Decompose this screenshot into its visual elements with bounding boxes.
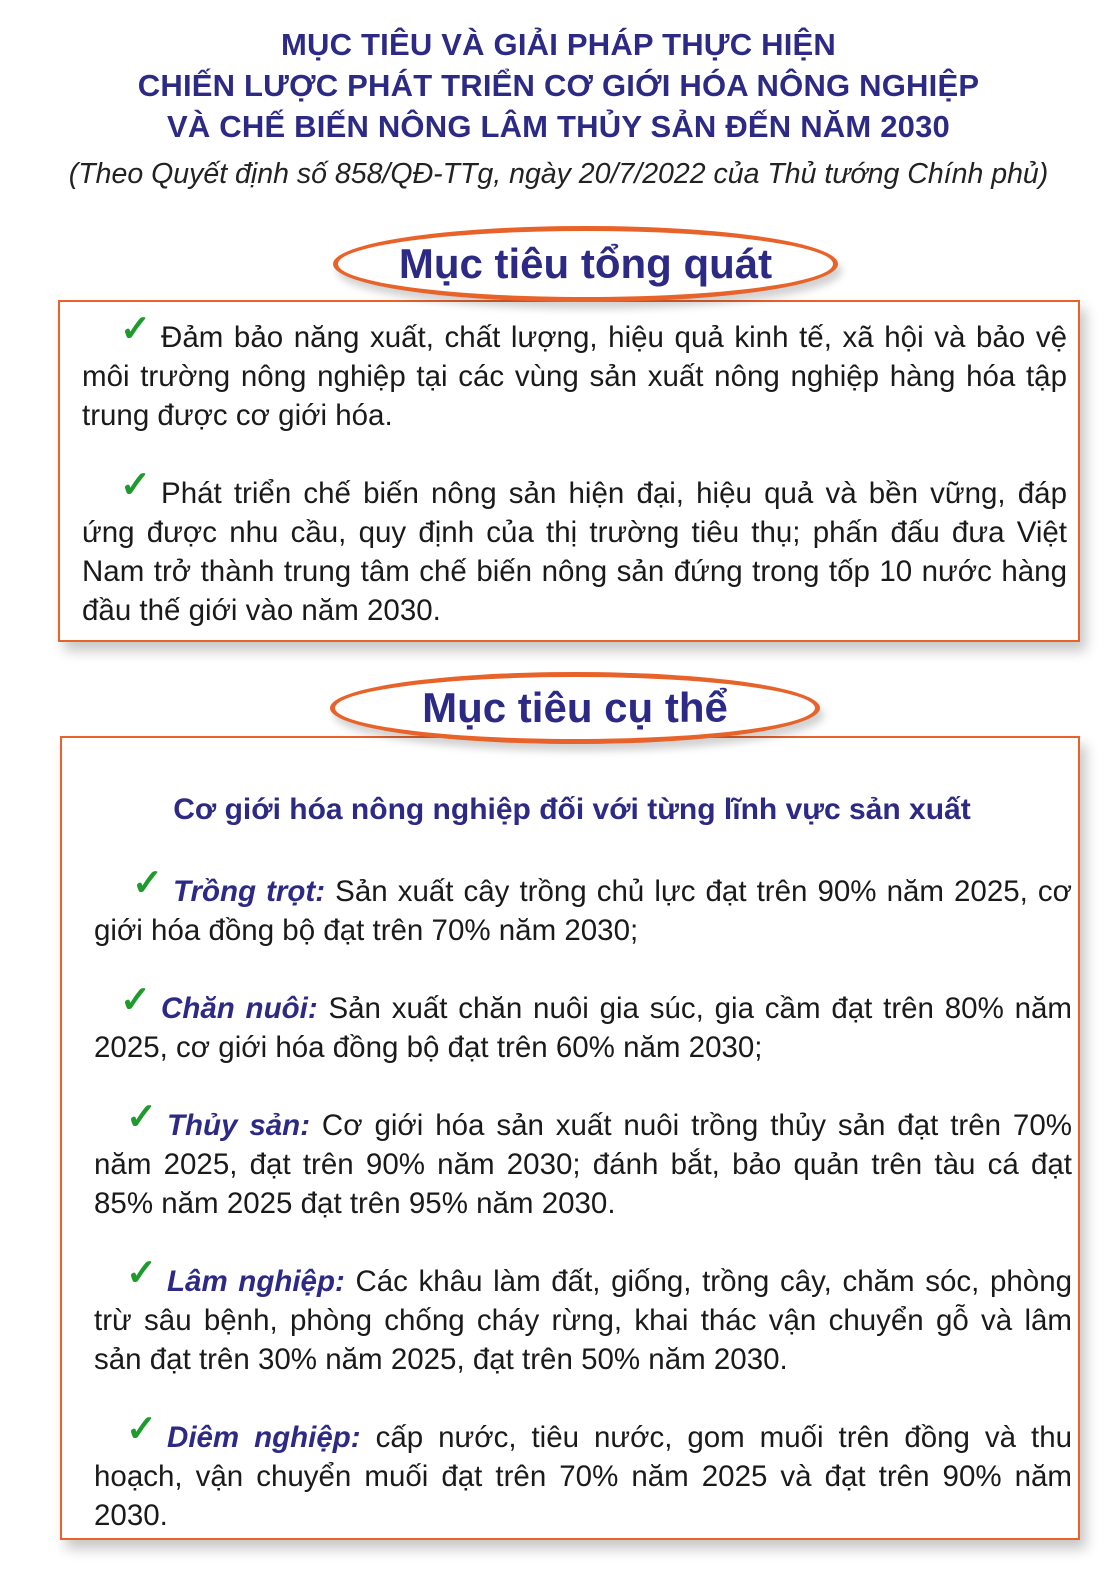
checkmark-icon: ✓ [126,1408,158,1449]
specific-objectives-heading: Mục tiêu cụ thể [330,672,820,744]
title-line-3: VÀ CHẾ BIẾN NÔNG LÂM THỦY SẢN ĐẾN NĂM 2030 [167,109,950,144]
page-subtitle: (Theo Quyết định số 858/QĐ-TTg, ngày 20/7/2022 của Thủ tướng Chính phủ) [68,158,1049,190]
page-title [0,24,1117,147]
general-objectives-heading: Mục tiêu tổng quát [333,226,838,302]
general-item-2: ✓ Phát triển chế biến nông sản hiện đại, hiệu quả và bền vững, đáp ứng được nhu cầu, quy định của thị trường tiêu thụ; phấn đấu đưa Việt Nam trở thành trung tâm chế biến nông sản đứng trong tốp 10 nước hàng đầu thế giới vào năm 2030. [82,464,1067,627]
specific-item-1: ✓ Trồng trọt: Sản xuất cây trồng chủ lực đạt trên 90% năm 2025, cơ giới hóa đồng bộ đạt trên 70% năm 2030; [94,862,1072,947]
checkmark-icon: ✓ [126,1096,158,1137]
specific-subheading: Cơ giới hóa nông nghiệp đối với từng lĩnh vực sản xuất [173,793,971,826]
specific-objectives-box [60,736,1080,1540]
checkmark-icon: ✓ [132,862,164,903]
specific-item-3: ✓ Thủy sản: Cơ giới hóa sản xuất nuôi trồng thủy sản đạt trên 70% năm 2025, đạt trên 90% năm 2030; đánh bắt, bảo quản trên tàu cá đạt 85% năm 2025 đạt trên 95% năm 2030. [94,1096,1072,1220]
title-line-2: CHIẾN LƯỢC PHÁT TRIỂN CƠ GIỚI HÓA NÔNG NGHIỆP [137,68,980,103]
general-objectives-box [58,300,1080,642]
specific-item-5: ✓ Diêm nghiệp: cấp nước, tiêu nước, gom muối trên đồng và thu hoạch, vận chuyển muối đạt trên 70% năm 2025 và đạt trên 90% năm 2030. [94,1408,1073,1532]
checkmark-icon: ✓ [120,979,152,1020]
specific-item-4: ✓ Lâm nghiệp: Các khâu làm đất, giống, trồng cây, chăm sóc, phòng trừ sâu bệnh, phòng chống cháy rừng, khai thác vận chuyển gỗ và lâm sản đạt trên 30% năm 2025, đạt trên 50% năm 2030. [94,1252,1073,1376]
checkmark-icon: ✓ [120,464,152,505]
checkmark-icon: ✓ [126,1252,158,1293]
general-item-1: ✓ Đảm bảo năng xuất, chất lượng, hiệu quả kinh tế, xã hội và bảo vệ môi trường nông nghiệp tại các vùng sản xuất nông nghiệp hàng hóa tập trung được cơ giới hóa. [82,308,1067,432]
title-line-1: MỤC TIÊU VÀ GIẢI PHÁP THỰC HIỆN [281,27,836,62]
checkmark-icon: ✓ [120,308,152,349]
specific-item-2: ✓ Chăn nuôi: Sản xuất chăn nuôi gia súc, gia cầm đạt trên 80% năm 2025, cơ giới hóa đồng bộ đạt trên 60% năm 2030; [94,979,1072,1064]
